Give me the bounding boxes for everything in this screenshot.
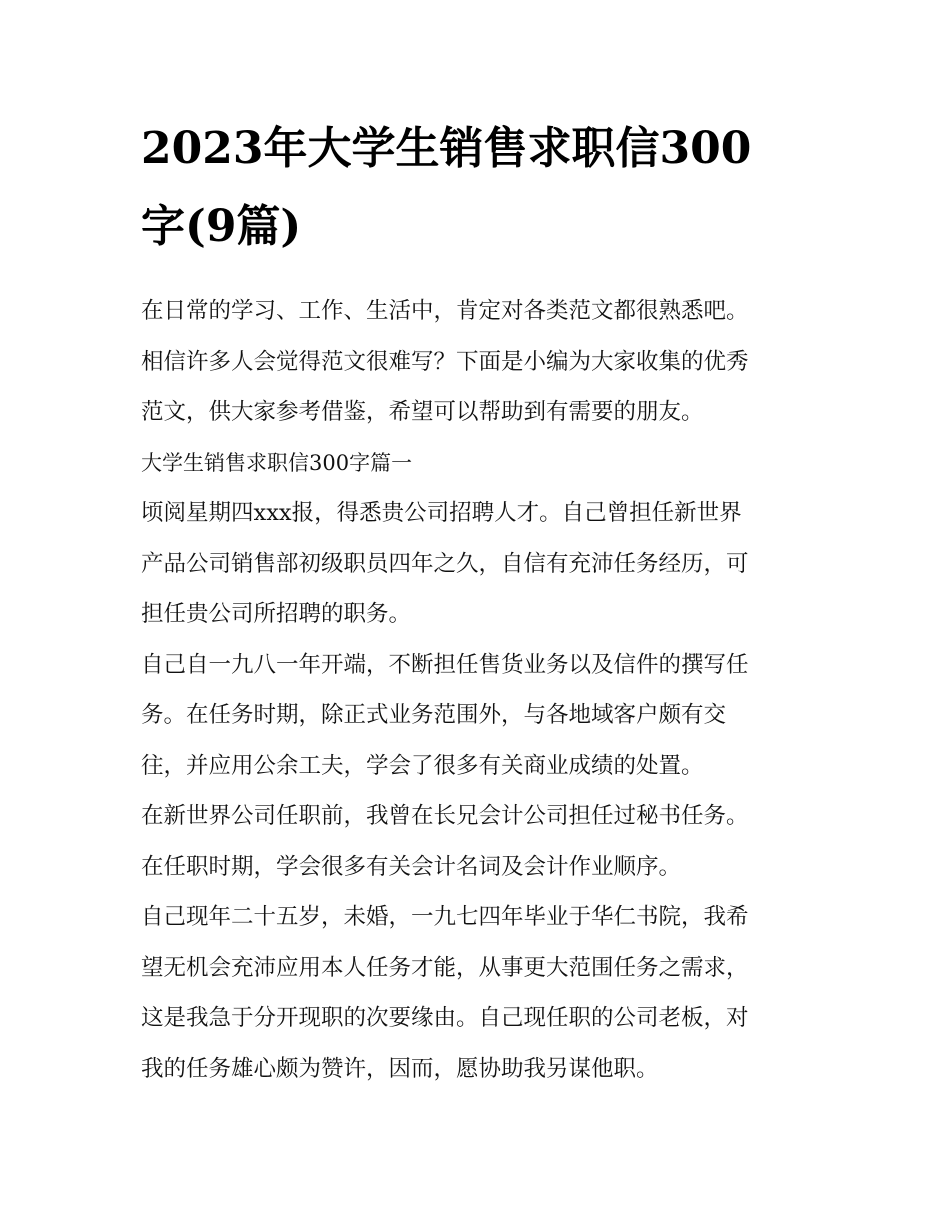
text-line: 产品公司销售部初级职员四年之久，自信有充沛任务经历，可 [141, 550, 749, 577]
intro-paragraph [141, 286, 813, 438]
text-line: 务。在任务时期，除正式业务范围外，与各地域客户颇有交 [141, 702, 727, 728]
text-line: 往，并应用公余工夫，学会了很多有关商业成绩的处置。 [141, 752, 704, 779]
title-line-1: 2023年大学生销售求职信300 [141, 123, 752, 174]
text-line: 担任贵公司所招聘的职务。 [141, 601, 412, 627]
text-line: 在新世界公司任职前，我曾在长兄会计公司担任过秘书任务。 [141, 803, 749, 829]
body-paragraph-2 [141, 640, 813, 792]
body-paragraph-1 [141, 488, 813, 640]
text-line: 顷阅星期四xxx报，得悉贵公司招聘人才。自己曾担任新世界 [141, 500, 742, 526]
text-line: 自己现年二十五岁，未婚，一九七四年毕业于华仁书院，我希 [141, 904, 749, 930]
text-line: 自己自一九八一年开端，不断担任售货业务以及信件的撰写任 [141, 651, 749, 678]
body-paragraph-3 [141, 791, 813, 892]
title-line-2: 字(9篇) [141, 201, 302, 252]
section-heading: 大学生销售求职信300字篇一 [141, 450, 413, 475]
text-line: 我的任务雄心颇为赞许，因而，愿协助我另谋他职。 [141, 1055, 659, 1082]
text-line: 范文，供大家参考借鉴，希望可以帮助到有需要的朋友。 [141, 399, 704, 425]
text-line: 相信许多人会觉得范文很难写？下面是小编为大家收集的优秀 [141, 348, 749, 375]
document-body [141, 286, 813, 1094]
text-line: 在任职时期，学会很多有关会计名词及会计作业顺序。 [141, 853, 682, 880]
document-page [141, 110, 813, 1094]
text-line: 这是我急于分开现职的次要缘由。自己现任职的公司老板，对 [141, 1005, 749, 1031]
document-title [141, 110, 813, 266]
body-paragraph-4 [141, 892, 813, 1094]
text-line: 望无机会充沛应用本人任务才能，从事更大范围任务之需求， [141, 954, 749, 981]
text-line: 在日常的学习、工作、生活中，肯定对各类范文都很熟悉吧。 [141, 298, 749, 324]
